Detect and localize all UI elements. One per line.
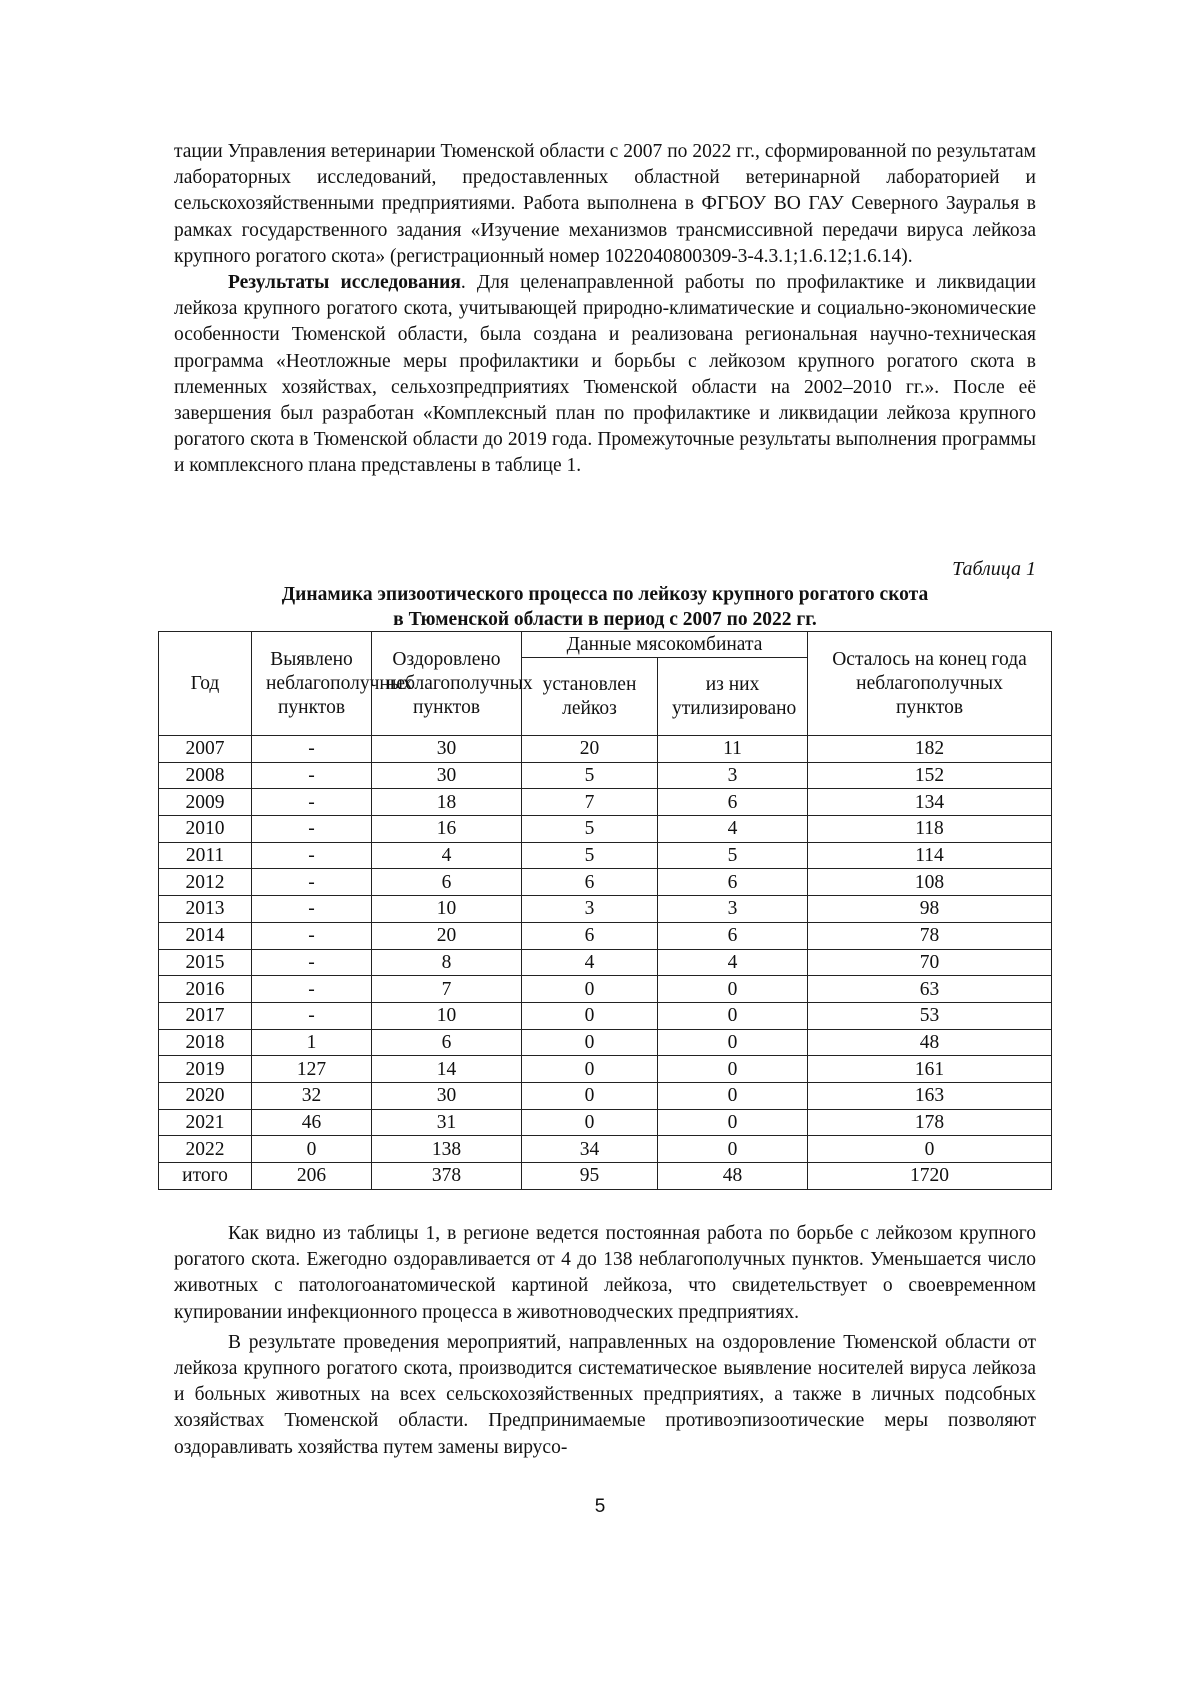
table-cell: 127: [252, 1056, 372, 1083]
table-cell: -: [252, 762, 372, 789]
table-row: [159, 1163, 1052, 1190]
table-cell: 378: [372, 1163, 522, 1190]
table-row: [159, 1002, 1052, 1029]
table-cell: 0: [658, 1136, 808, 1163]
table-cell: 30: [372, 762, 522, 789]
results-paragraph: [174, 270, 1036, 480]
table-cell: 6: [658, 922, 808, 949]
table-cell: 7: [372, 976, 522, 1003]
table-cell: 4: [372, 842, 522, 869]
table-cell: 5: [658, 842, 808, 869]
table-cell: 0: [252, 1136, 372, 1163]
table-cell: 161: [808, 1056, 1052, 1083]
table-cell: 5: [522, 816, 658, 843]
final-paragraph: В результате проведения мероприятий, направленных на оздоровление Тюменской области от лейкоза крупного рогатого скота, производится систематическое выявление носителей вируса лейкоза и больных животных на всех сельскохозяйственных предприятиях, а также в личных подсобных хозяйствах Тюменской области. Предпринимаемые противоэпизоотические меры позволяют оздоравливать хозяйства путем замены вирусо-: [174, 1331, 1036, 1458]
table-cell: 95: [522, 1163, 658, 1190]
table-cell: 5: [522, 842, 658, 869]
header-year: Год: [159, 632, 252, 736]
table-row: [159, 1056, 1052, 1083]
table-label: Таблица 1: [952, 558, 1036, 580]
table-cell: 1720: [808, 1163, 1052, 1190]
table-cell: 206: [252, 1163, 372, 1190]
table-cell: 118: [808, 816, 1052, 843]
table-cell: -: [252, 816, 372, 843]
table-cell: 34: [522, 1136, 658, 1163]
intro-paragraph: тации Управления ветеринарии Тюменской области с 2007 по 2022 гг., сформированной по результатам лабораторных исследований, предоставленных областной ветеринарной лабораторией и сельскохозяйственными предприятиями. Работа выполнена в ФГБОУ ВО ГАУ Северного Зауралья в рамках государственного задания «Изучение механизмов трансмиссивной передачи вируса лейкоза крупного рогатого скота» (регистрационный номер 1022040800309-3-4.3.1;1.6.12;1.6.14).: [174, 141, 1036, 267]
table-cell: 10: [372, 1002, 522, 1029]
header-detected: Выявлено неблагополучных пунктов: [252, 632, 372, 736]
table-cell: 0: [658, 1109, 808, 1136]
bottom-text-block: [174, 1221, 1036, 1461]
table-cell: 4: [658, 816, 808, 843]
table-cell: -: [252, 736, 372, 763]
table-title-line-2: в Тюменской области в период с 2007 по 2022 гг.: [393, 609, 817, 630]
table-title: [160, 582, 1050, 632]
table-cell: -: [252, 949, 372, 976]
table-cell: 48: [808, 1029, 1052, 1056]
table-cell: 6: [372, 869, 522, 896]
table-cell: 138: [372, 1136, 522, 1163]
table-cell: 2019: [159, 1056, 252, 1083]
table-cell: 2007: [159, 736, 252, 763]
table-row: [159, 762, 1052, 789]
table-row: [159, 922, 1052, 949]
table-cell: 114: [808, 842, 1052, 869]
table-row: [159, 736, 1052, 763]
table-cell: 14: [372, 1056, 522, 1083]
table-cell: 2013: [159, 896, 252, 923]
table-cell: 11: [658, 736, 808, 763]
table-cell: 30: [372, 1082, 522, 1109]
table-cell: -: [252, 922, 372, 949]
header-meat-plant: Данные мясокомбината: [522, 632, 808, 658]
table-cell: 2017: [159, 1002, 252, 1029]
page-number: 5: [594, 1496, 606, 1517]
table-cell: 0: [658, 1029, 808, 1056]
table-cell: 0: [658, 1056, 808, 1083]
table-cell: 0: [658, 1082, 808, 1109]
table-title-line-1: Динамика эпизоотического процесса по лейкозу крупного рогатого скота: [281, 584, 929, 605]
table-row: [159, 869, 1052, 896]
table-cell: 98: [808, 896, 1052, 923]
table-cell: 178: [808, 1109, 1052, 1136]
table-cell: 20: [522, 736, 658, 763]
table-cell: 182: [808, 736, 1052, 763]
table-cell: 4: [522, 949, 658, 976]
paragraph-after-table: Как видно из таблицы 1, в регионе ведется постоянная работа по борьбе с лейкозом крупного рогатого скота. Ежегодно оздоравливается от 4 до 138 неблагополучных пунктов. Уменьшается число животных с патологоанатомической картиной лейкоза, что свидетельствует о своевременном купировании инфекционного процесса в животноводческих предприятиях.: [174, 1223, 1036, 1323]
table-cell: 2012: [159, 869, 252, 896]
table-row: [159, 816, 1052, 843]
table-cell: 63: [808, 976, 1052, 1003]
table-cell: 6: [522, 922, 658, 949]
table-cell: 3: [522, 896, 658, 923]
table-cell: 70: [808, 949, 1052, 976]
table-cell: 20: [372, 922, 522, 949]
table-cell: 18: [372, 789, 522, 816]
table-cell: 0: [658, 976, 808, 1003]
header-remaining: Осталось на конец года неблагополучных пунктов: [808, 632, 1052, 736]
table-row: [159, 1029, 1052, 1056]
table-cell: 16: [372, 816, 522, 843]
table-cell: 78: [808, 922, 1052, 949]
table-cell: -: [252, 896, 372, 923]
table-cell: 5: [522, 762, 658, 789]
table-cell: 46: [252, 1109, 372, 1136]
table-cell: 0: [808, 1136, 1052, 1163]
table-cell: 6: [372, 1029, 522, 1056]
table-cell: 3: [658, 762, 808, 789]
table-row: [159, 1082, 1052, 1109]
table-cell: 7: [522, 789, 658, 816]
table-cell: 163: [808, 1082, 1052, 1109]
table-cell: 6: [658, 789, 808, 816]
table-cell: 0: [522, 976, 658, 1003]
table-cell: 2010: [159, 816, 252, 843]
table-cell: 31: [372, 1109, 522, 1136]
table-cell: 2018: [159, 1029, 252, 1056]
table-body: [159, 736, 1052, 1190]
table-cell: 2021: [159, 1109, 252, 1136]
data-table: [158, 631, 1052, 1190]
table-cell: 2014: [159, 922, 252, 949]
table-cell: 32: [252, 1082, 372, 1109]
table-row: [159, 842, 1052, 869]
table-cell: 1: [252, 1029, 372, 1056]
table-header: [159, 632, 1052, 736]
table-cell: 10: [372, 896, 522, 923]
table-cell: 0: [522, 1029, 658, 1056]
table-cell: -: [252, 976, 372, 1003]
results-text: . Для целенаправленной работы по профилактике и ликвидации лейкоза крупного рогатого скота, учитывающей природно-климатические и социально-экономические особенности Тюменской области, была создана и реализована региональная научно-техническая программа «Неотложные меры профилактики и борьбы с лейкозом крупного рогатого скота в племенных хозяйствах, сельхозпредприятиях Тюменской области на 2002–2010 гг.». После её завершения был разработан «Комплексный план по профилактике и ликвидации лейкоза крупного рогатого скота в Тюменской области до 2019 года. Промежуточные результаты выполнения программы и комплексного плана представлены в таблице 1.: [174, 272, 1036, 477]
table-cell: 2009: [159, 789, 252, 816]
table-cell: -: [252, 1002, 372, 1029]
table-row: [159, 896, 1052, 923]
table-cell: 48: [658, 1163, 808, 1190]
table-cell: -: [252, 789, 372, 816]
table-cell: -: [252, 842, 372, 869]
table-cell: 0: [522, 1109, 658, 1136]
header-recovered: Оздоровлено неблагополучных пунктов: [372, 632, 522, 736]
table-cell: 134: [808, 789, 1052, 816]
table-row: [159, 949, 1052, 976]
table-cell: 2008: [159, 762, 252, 789]
table-cell: 30: [372, 736, 522, 763]
table-cell: 152: [808, 762, 1052, 789]
table-cell: 2022: [159, 1136, 252, 1163]
table-cell: -: [252, 869, 372, 896]
table-cell: 8: [372, 949, 522, 976]
table-cell: 6: [522, 869, 658, 896]
table-row: [159, 976, 1052, 1003]
table-cell: 4: [658, 949, 808, 976]
table-cell: 2015: [159, 949, 252, 976]
table-cell: 0: [658, 1002, 808, 1029]
table-row: [159, 789, 1052, 816]
table-cell: 0: [522, 1002, 658, 1029]
results-heading: Результаты исследования: [228, 272, 461, 294]
top-text-block: [174, 139, 1036, 480]
table-cell: 2020: [159, 1082, 252, 1109]
table-cell: 108: [808, 869, 1052, 896]
table-cell: 2011: [159, 842, 252, 869]
table-row: [159, 1136, 1052, 1163]
table-cell: 53: [808, 1002, 1052, 1029]
header-established: установлен лейкоз: [522, 658, 658, 736]
table-cell: 0: [522, 1082, 658, 1109]
table-cell: 0: [522, 1056, 658, 1083]
table-cell: 3: [658, 896, 808, 923]
table-cell: итого: [159, 1163, 252, 1190]
table-row: [159, 1109, 1052, 1136]
table-cell: 2016: [159, 976, 252, 1003]
header-utilized: из них утилизировано: [658, 658, 808, 736]
table-cell: 6: [658, 869, 808, 896]
